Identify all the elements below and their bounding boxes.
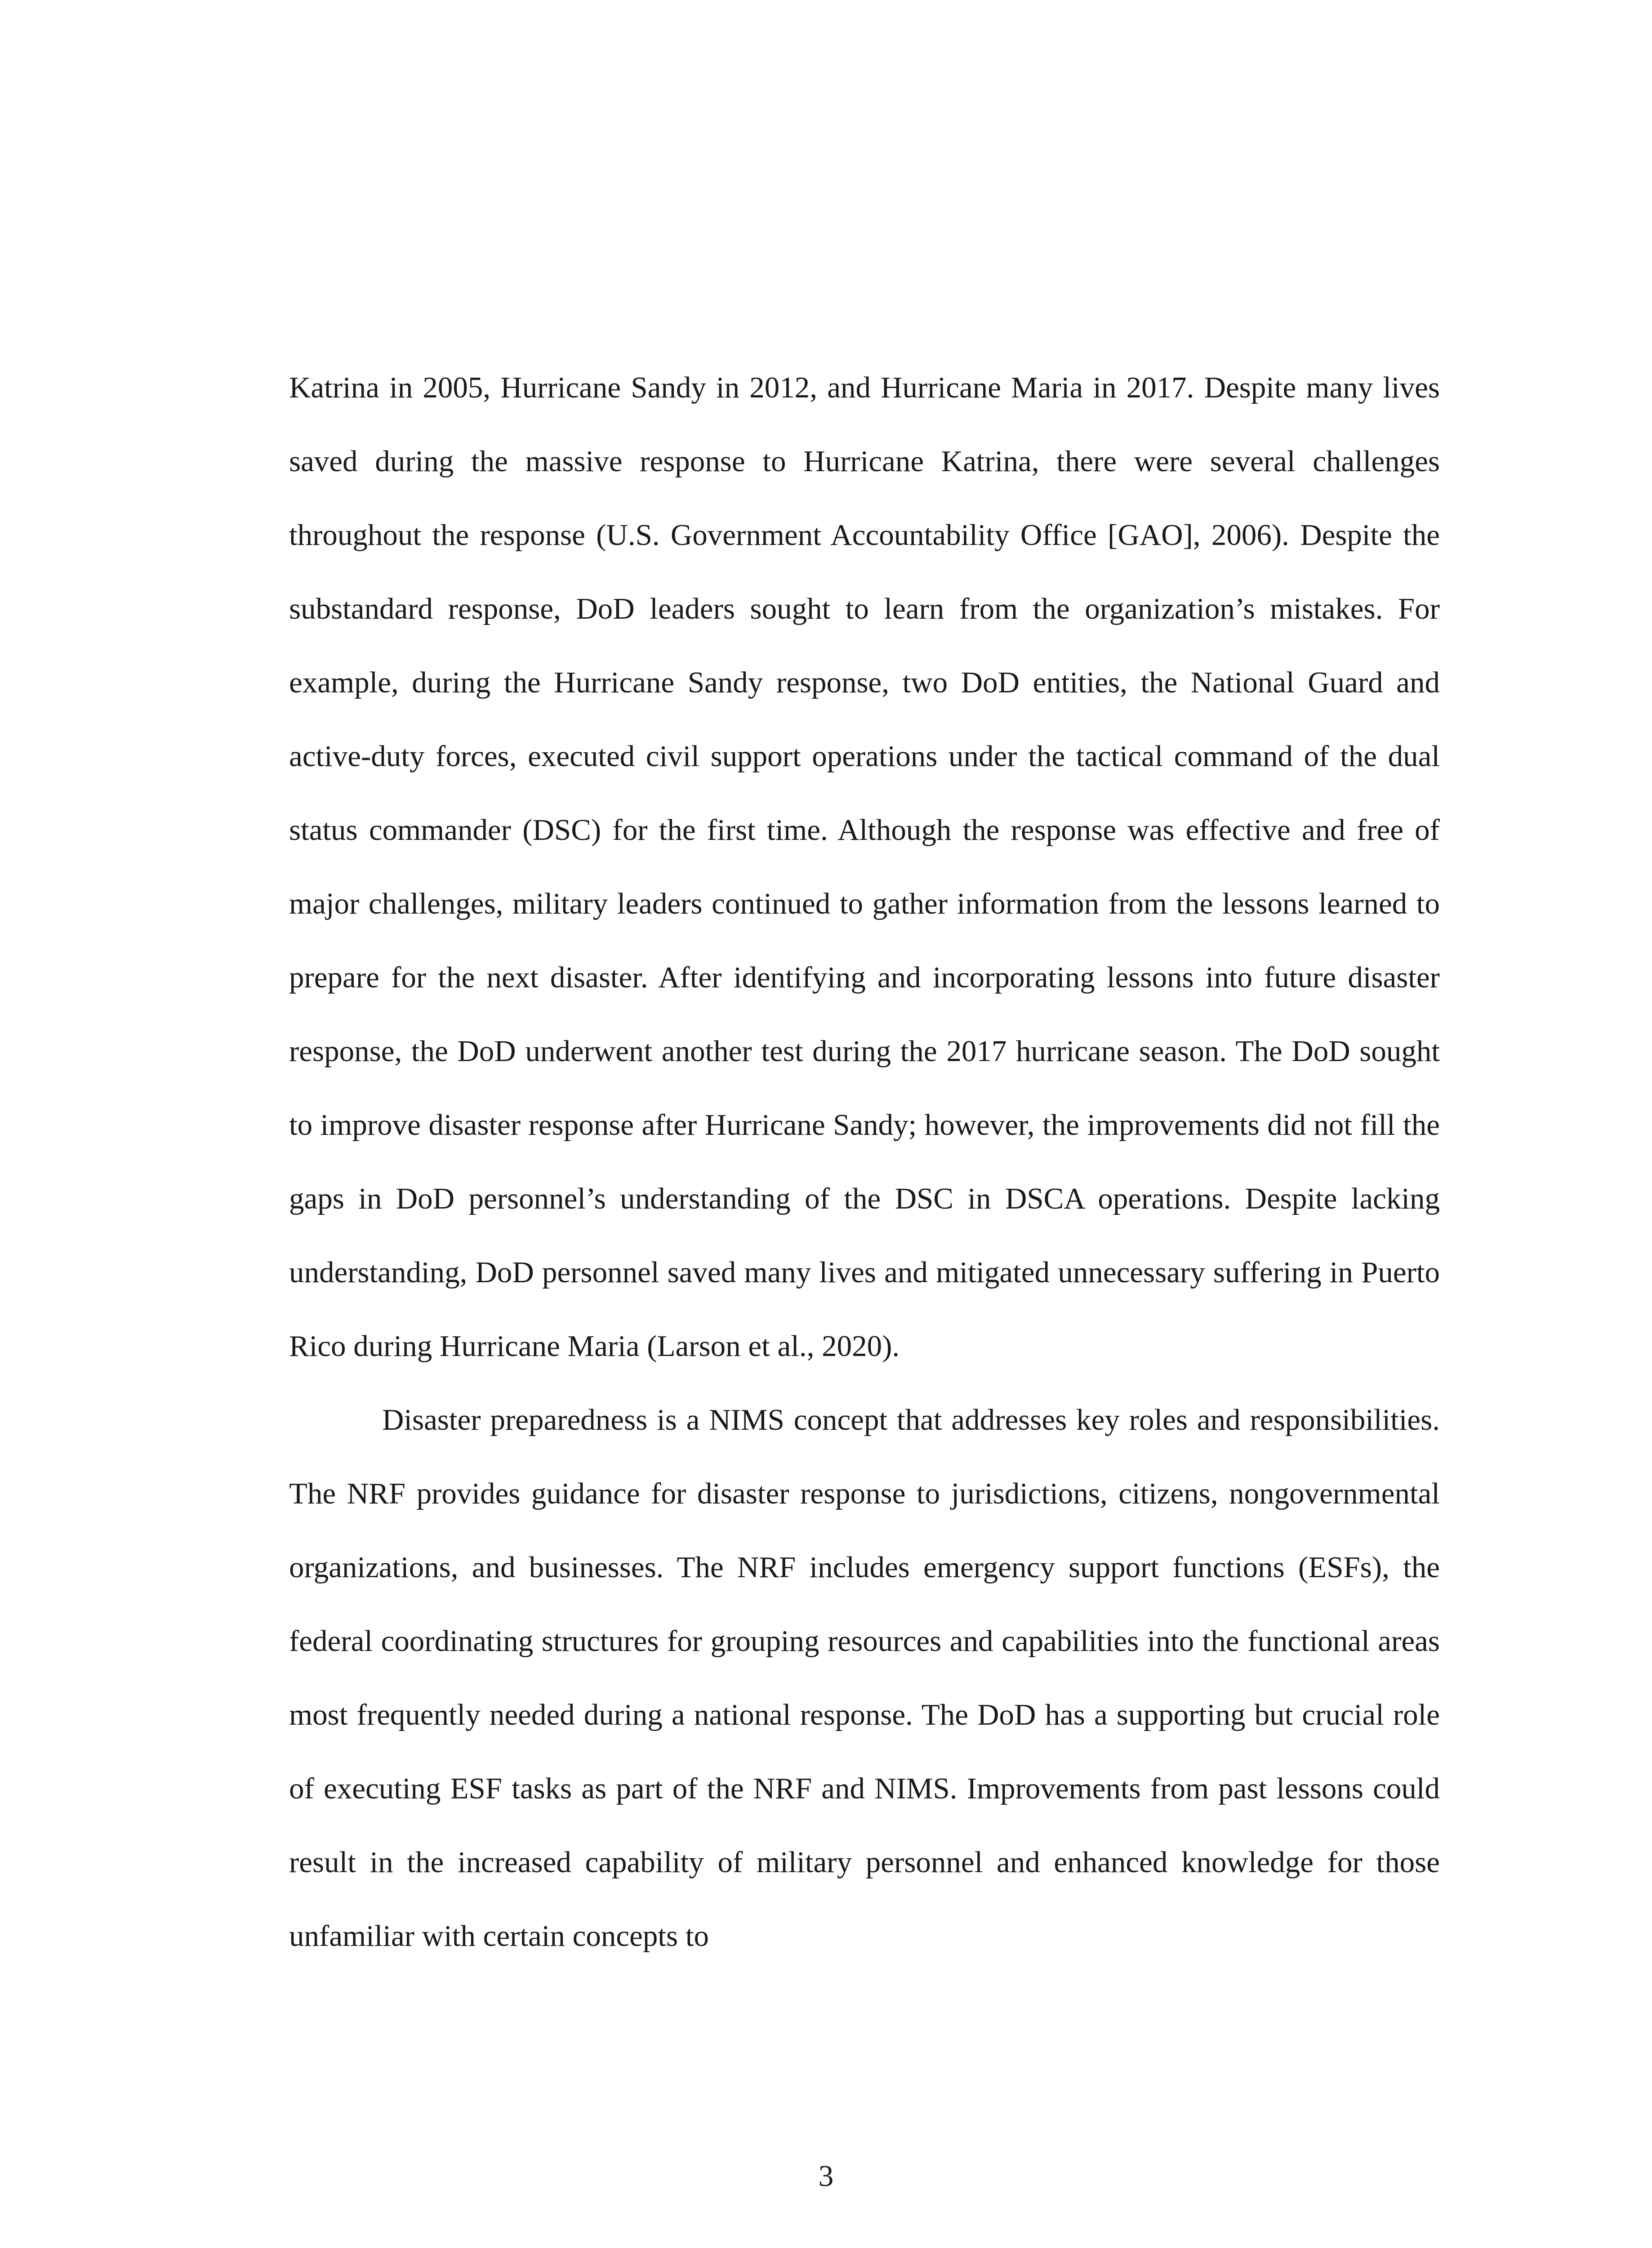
paragraph-1: Katrina in 2005, Hurricane Sandy in 2012, and Hurricane Maria in 2017. Despite many lives saved during the massive response to Hurricane Katrina, there were several challenges throughout the response (U.S. Government Accountability Office [GAO], 2006). Despite the substandard response, DoD leaders sought to learn from the organization’s mistakes. For example, during the Hurricane Sandy response, two DoD entities, the National Guard and active-duty forces, executed civil support operations under the tactical command of the dual status commander (DSC) for the first time. Although the response was effective and free of major challenges, military leaders continued to gather information from the lessons learned to prepare for the next disaster. After identifying and incorporating lessons into future disaster response, the DoD underwent another test during the 2017 hurricane season. The DoD sought to improve disaster response after Hurricane Sandy; however, the improvements did not fill the gaps in DoD personnel’s understanding of the DSC in DSCA operations. Despite lacking understanding, DoD personnel saved many lives and mitigated unnecessary suffering in Puerto Rico during Hurricane Maria (Larson et al., 2020). bbox=[289, 371, 1440, 1363]
paragraph-2: Disaster preparedness is a NIMS concept that addresses key roles and responsibilities. The NRF provides guidance for disaster response to jurisdictions, citizens, nongovernmental organizations, and businesses. The NRF includes emergency support functions (ESFs), the federal coordinating structures for grouping resources and capabilities into the functional areas most frequently needed during a national response. The DoD has a supporting but crucial role of executing ESF tasks as part of the NRF and NIMS. Improvements from past lessons could result in the increased capability of military personnel and enhanced knowledge for those unfamiliar with certain concepts to bbox=[289, 1403, 1440, 1953]
body-text bbox=[289, 351, 1440, 1973]
page-number: 3 bbox=[818, 2159, 834, 2193]
